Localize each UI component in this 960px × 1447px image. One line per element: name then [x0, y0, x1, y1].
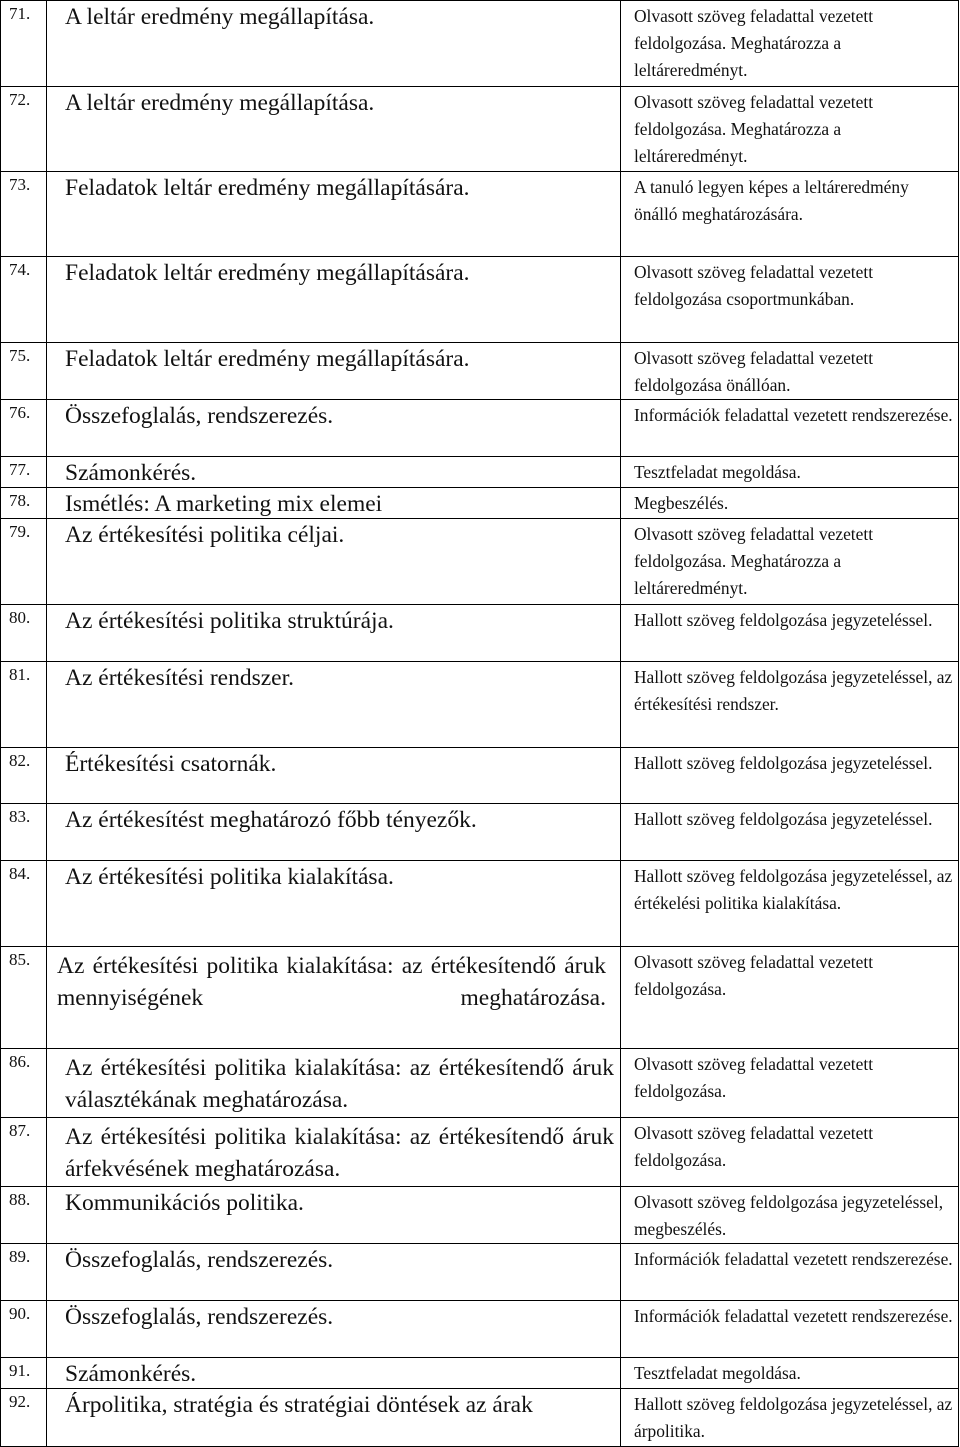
row-number: 84. [1, 861, 47, 947]
row-number: 91. [1, 1358, 47, 1389]
method-cell: Hallott szöveg feldolgozása jegyzeteléssel, az árpolitika. [621, 1389, 959, 1447]
method-cell: Olvasott szöveg feladattal vezetett feldolgozása csoportmunkában. [621, 257, 959, 343]
topic-cell: Az értékesítési politika céljai. [47, 519, 621, 605]
topic-cell: Feladatok leltár eredmény megállapítására. [47, 343, 621, 400]
row-number: 76. [1, 400, 47, 457]
table-row [1, 861, 959, 947]
table-row [1, 662, 959, 748]
topic-cell: Kommunikációs politika. [47, 1187, 621, 1244]
topic-cell: Ismétlés: A marketing mix elemei [47, 488, 621, 519]
row-number: 88. [1, 1187, 47, 1244]
method-cell: Olvasott szöveg feladattal vezetett feldolgozása. [621, 1118, 959, 1187]
row-number: 87. [1, 1118, 47, 1187]
topic-cell: Összefoglalás, rendszerezés. [47, 400, 621, 457]
row-number: 74. [1, 257, 47, 343]
method-cell: Tesztfeladat megoldása. [621, 457, 959, 488]
method-cell: Megbeszélés. [621, 488, 959, 519]
table-row [1, 605, 959, 662]
table-row [1, 748, 959, 804]
table-row [1, 1118, 959, 1187]
row-number: 79. [1, 519, 47, 605]
topic-cell: Értékesítési csatornák. [47, 748, 621, 804]
method-cell: Hallott szöveg feldolgozása jegyzeteléssel, az értékesítési rendszer. [621, 662, 959, 748]
topic-cell: Az értékesítési politika kialakítása: az értékesítendő áruk árfekvésének meghatározása. [47, 1118, 621, 1187]
row-number: 83. [1, 804, 47, 861]
topic-cell: Az értékesítési politika kialakítása: az értékesítendő áruk választékának meghatározása. [47, 1049, 621, 1118]
row-number: 71. [1, 1, 47, 87]
row-number: 89. [1, 1244, 47, 1301]
topic-cell: A leltár eredmény megállapítása. [47, 87, 621, 172]
table-row [1, 947, 959, 1049]
table-row [1, 1389, 959, 1447]
topic-cell: Feladatok leltár eredmény megállapítására. [47, 257, 621, 343]
method-cell: Tesztfeladat megoldása. [621, 1358, 959, 1389]
table-row [1, 457, 959, 488]
table-row [1, 1244, 959, 1301]
method-cell: Hallott szöveg feldolgozása jegyzeteléssel. [621, 804, 959, 861]
topic-cell: Az értékesítést meghatározó főbb tényezők. [47, 804, 621, 861]
table-row [1, 257, 959, 343]
method-cell: Olvasott szöveg feldolgozása jegyzeteléssel, megbeszélés. [621, 1187, 959, 1244]
row-number: 80. [1, 605, 47, 662]
method-cell: Információk feladattal vezetett rendszerezése. [621, 1301, 959, 1358]
topic-cell: Az értékesítési politika kialakítása. [47, 861, 621, 947]
table-row [1, 1049, 959, 1118]
topic-cell: Számonkérés. [47, 457, 621, 488]
topic-cell: Az értékesítési politika kialakítása: az értékesítendő áruk mennyiségének meghatározása. [47, 947, 621, 1049]
method-cell: A tanuló legyen képes a leltáreredmény önálló meghatározására. [621, 172, 959, 257]
row-number: 73. [1, 172, 47, 257]
topic-cell: Az értékesítési rendszer. [47, 662, 621, 748]
row-number: 77. [1, 457, 47, 488]
row-number: 82. [1, 748, 47, 804]
topic-cell: Összefoglalás, rendszerezés. [47, 1301, 621, 1358]
method-cell: Olvasott szöveg feladattal vezetett feldolgozása. [621, 947, 959, 1049]
row-number: 86. [1, 1049, 47, 1118]
method-cell: Hallott szöveg feldolgozása jegyzeteléssel. [621, 605, 959, 662]
table-row [1, 804, 959, 861]
method-cell: Olvasott szöveg feladattal vezetett feldolgozása önállóan. [621, 343, 959, 400]
table-row [1, 172, 959, 257]
row-number: 85. [1, 947, 47, 1049]
table-row [1, 519, 959, 605]
method-cell: Olvasott szöveg feladattal vezetett feldolgozása. Meghatározza a leltáreredményt. [621, 87, 959, 172]
row-number: 78. [1, 488, 47, 519]
row-number: 72. [1, 87, 47, 172]
topic-cell: Összefoglalás, rendszerezés. [47, 1244, 621, 1301]
row-number: 90. [1, 1301, 47, 1358]
topic-cell: A leltár eredmény megállapítása. [47, 1, 621, 87]
table-row [1, 1301, 959, 1358]
method-cell: Hallott szöveg feldolgozása jegyzeteléssel, az értékelési politika kialakítása. [621, 861, 959, 947]
row-number: 75. [1, 343, 47, 400]
topic-cell: Számonkérés. [47, 1358, 621, 1389]
topic-cell: Árpolitika, stratégia és stratégiai döntések az árak [47, 1389, 621, 1447]
table-row [1, 1, 959, 87]
method-cell: Információk feladattal vezetett rendszerezése. [621, 400, 959, 457]
table-row [1, 488, 959, 519]
topic-cell: Feladatok leltár eredmény megállapítására. [47, 172, 621, 257]
method-cell: Hallott szöveg feldolgozása jegyzeteléssel. [621, 748, 959, 804]
method-cell: Olvasott szöveg feladattal vezetett feldolgozása. [621, 1049, 959, 1118]
method-cell: Olvasott szöveg feladattal vezetett feldolgozása. Meghatározza a leltáreredményt. [621, 519, 959, 605]
table-row [1, 343, 959, 400]
table-row [1, 1187, 959, 1244]
table-row [1, 87, 959, 172]
row-number: 92. [1, 1389, 47, 1447]
row-number: 81. [1, 662, 47, 748]
method-cell: Információk feladattal vezetett rendszerezése. [621, 1244, 959, 1301]
table-row [1, 1358, 959, 1389]
topic-cell: Az értékesítési politika struktúrája. [47, 605, 621, 662]
method-cell: Olvasott szöveg feladattal vezetett feldolgozása. Meghatározza a leltáreredményt. [621, 1, 959, 87]
table-row [1, 400, 959, 457]
